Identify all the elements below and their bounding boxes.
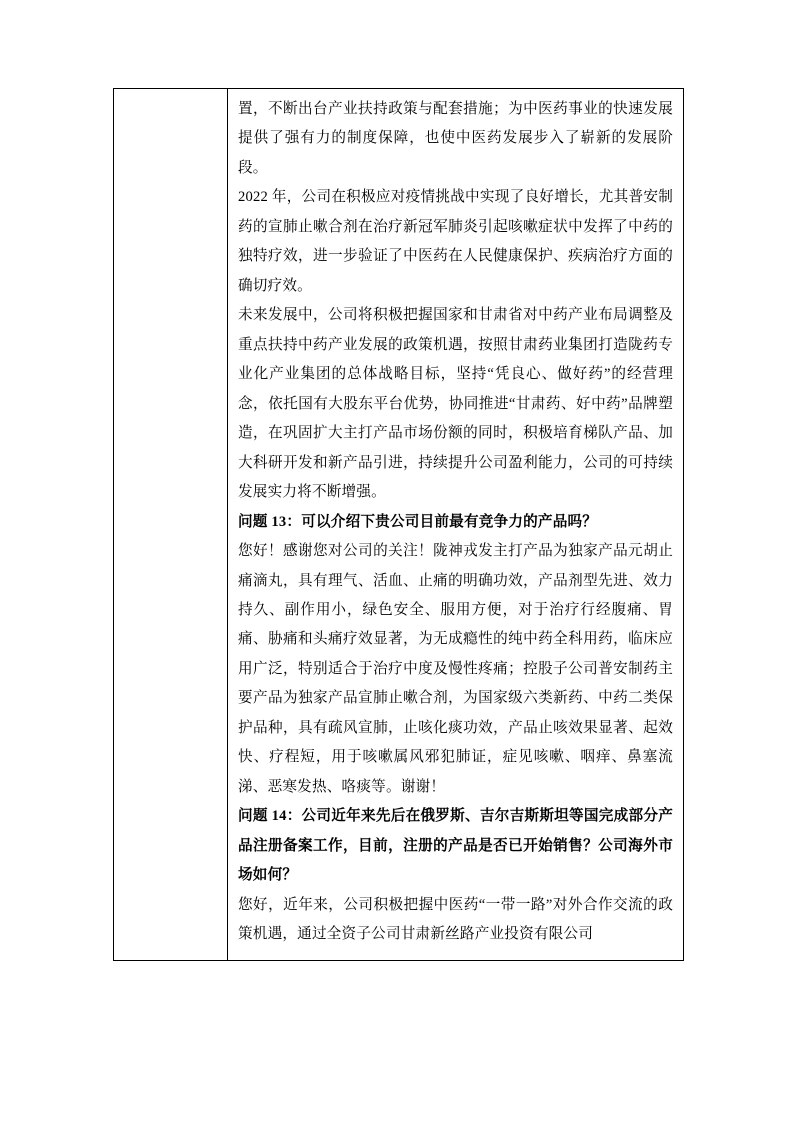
table-row	[114, 89, 684, 961]
question-13-heading: 问题 13：可以介绍下贵公司目前最有竞争力的产品吗？	[238, 513, 598, 530]
paragraph-continuation: 置，不断出台产业扶持政策与配套措施；为中医药事业的快速发展提供了强有力的制度保障，也使中医药发展步入了崭新的发展阶段。	[238, 101, 673, 176]
left-cell-content	[114, 89, 227, 105]
paragraph-future-development: 未来发展中，公司将积极把握国家和甘肃省对中药产业布局调整及重点扶持中药产业发展的政策机遇，按照甘肃药业集团打造陇药专业化产业集团的总体战略目标，坚持“凭良心、做好药”的经营理念，依托国有大股东平台优势，协同推进“甘肃药、好中药”品牌塑造，在巩固扩大主打产品市场份额的同时，积极培育梯队产品、加大科研开发和新产品引进，持续提升公司盈利能力，公司的可持续发展实力将不断增强。	[238, 307, 673, 501]
answer-13-text: 您好！感谢您对公司的关注！陇神戎发主打产品为独家产品元胡止痛滴丸，具有理气、活血、止痛的明确功效，产品剂型先进、效力持久、副作用小，绿色安全、服用方便，对于治疗行经腹痛、胃痛、胁痛和头痛疗效显著，为无成瘾性的纯中药全科用药，临床应用广泛，特别适合于治疗中度及慢性疼痛；控股子公司普安制药主要产品为独家产品宣肺止嗽合剂，为国家级六类新药、中药二类保护品种，具有疏风宣肺，止咳化痰功效，产品止咳效果显著、起效快、疗程短，用于咳嗽属风邪犯肺证，症见咳嗽、咽痒、鼻塞流涕、恶寒发热、咯痰等。谢谢！	[238, 543, 673, 795]
answer-14-text: 您好，近年来，公司积极把握中医药“一带一路”对外合作交流的政策机遇，通过全资子公司甘肃新丝路产业投资有限公司	[238, 896, 673, 943]
table-cell-left	[114, 89, 228, 961]
content-table	[113, 88, 684, 961]
paragraph-2022-growth: 2022 年，公司在积极应对疫情挑战中实现了良好增长，尤其普安制药的宣肺止嗽合剂在治疗新冠军肺炎引起咳嗽症状中发挥了中药的独特疗效，进一步验证了中医药在人民健康保护、疾病治疗方面的确切疗效。	[238, 189, 673, 294]
right-cell-content	[228, 89, 683, 960]
question-14-heading: 问题 14：公司近年来先后在俄罗斯、吉尔吉斯斯坦等国完成部分产品注册备案工作，目前，注册的产品是否已开始销售？公司海外市场如何？	[238, 808, 673, 884]
table-cell-right	[228, 89, 684, 961]
